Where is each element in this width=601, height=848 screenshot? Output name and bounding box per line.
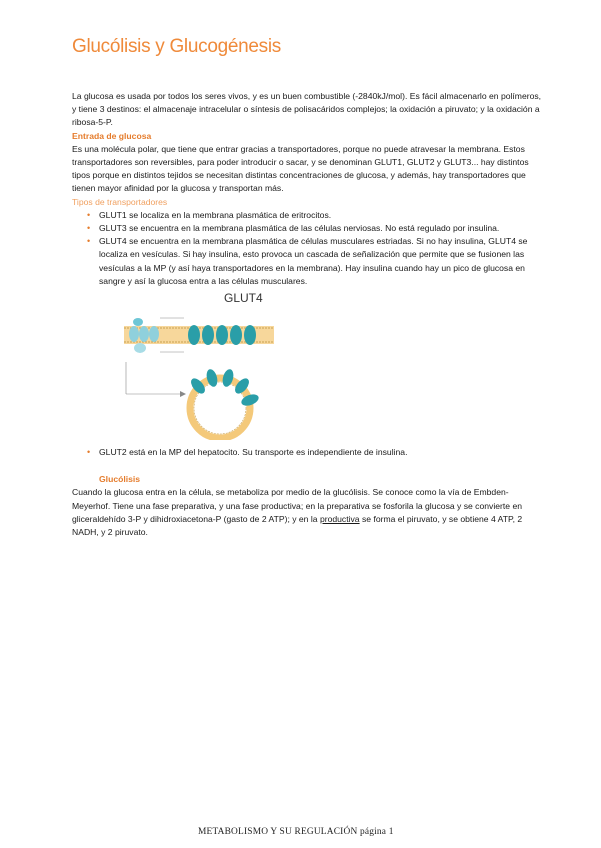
glut4-transporter xyxy=(230,325,242,345)
receptor-subunit xyxy=(149,326,159,342)
page-footer: METABOLISMO Y SU REGULACIÓN página 1 xyxy=(198,827,394,837)
document-body xyxy=(72,90,542,539)
heading-glucolisis: Glucólisis xyxy=(99,474,141,485)
bullet-icon: • xyxy=(87,236,91,247)
bullet-icon: • xyxy=(87,447,91,458)
bullet-icon: • xyxy=(87,209,91,220)
figure-title: GLUT4 xyxy=(224,291,263,306)
glut4-transporter xyxy=(188,325,200,345)
entrada-paragraph: Es una molécula polar, que tiene que entrar gracias a transportadores, porque no puede atravesar la membrana. Estos transportadores son reversibles, para poder introducir o sacar, y se denominan GLUT1, GLUT2 y GLUT3... hay distintos tipos porque en distintos tejidos se necesitan distintas concentraciones de glucosa, y además, hay transportadores que tienen mayor afinidad por la glucosa y transportan más. xyxy=(72,143,529,194)
list-item: • GLUT1 se localiza en la membrana plasmática de eritrocitos. xyxy=(99,209,542,222)
glucolisis-paragraph: Cuando la glucosa entra en la célula, se metaboliza por medio de la glucólisis. Se conoce como la vía de Embden-Meyerhof. Tiene una fase preparativa, y una fase productiva; en la preparativa se fosforila la glucosa y se convierte en gliceraldehído 3-P y dihidroxiacetona-P (gasto de 2 ATP); y en la productiva se forma el piruvato, y se obtiene 4 ATP, 2 NADH, y 2 piruvato. xyxy=(72,487,523,538)
heading-entrada: Entrada de glucosa xyxy=(72,130,152,141)
glut4-transporter xyxy=(202,325,214,345)
insulin-molecule xyxy=(133,318,143,326)
heading-tipos: Tipos de transportadores xyxy=(72,196,168,207)
transporter-list xyxy=(72,209,542,288)
list-item: • GLUT3 se encuentra en la membrana plasmática de las células nerviosas. No está regulado por insulina. xyxy=(99,222,542,235)
vesicle-glut4 xyxy=(221,368,235,388)
list-item: • GLUT4 se encuentra en la membrana plasmática de células musculares estriadas. Si no hay insulina, GLUT4 se localiza en vesículas. Si hay insulina, esto provoca un cascada de señalización que permite que se fusionen las vesículas a la MP (y así haya transportadores en la membrana). Hay insulina cuando hay un pico de glucosa en sangre y así la glucosa entra a las células musculares. xyxy=(87,236,528,286)
glut4-transporter xyxy=(244,325,256,345)
receptor-subunit xyxy=(134,343,146,353)
bullet-icon: • xyxy=(87,223,91,234)
vesicle-glut4 xyxy=(205,368,219,388)
glut4-transporter xyxy=(216,325,228,345)
glut4-diagram xyxy=(124,290,284,440)
transporter-list-continued xyxy=(72,446,542,459)
receptor-subunit xyxy=(129,326,139,342)
receptor-subunit xyxy=(139,326,149,342)
glut4-figure xyxy=(72,290,542,442)
intro-paragraph: La glucosa es usada por todos los seres vivos, y es un buen combustible (-2840kJ/mol). Es fácil almacenarlo en polímeros, y tiene 3 destinos: el almacenaje intracelular o síntesis de polisacáridos complejos; la oxidación a piruvato; y la oxidación a ribosa-5-P. xyxy=(72,91,542,128)
page-title: Glucólisis y Glucogénesis xyxy=(72,36,281,57)
arrow-head xyxy=(180,391,186,397)
list-item: • GLUT2 está en la MP del hepatocito. Su transporte es independiente de insulina. xyxy=(99,446,542,459)
